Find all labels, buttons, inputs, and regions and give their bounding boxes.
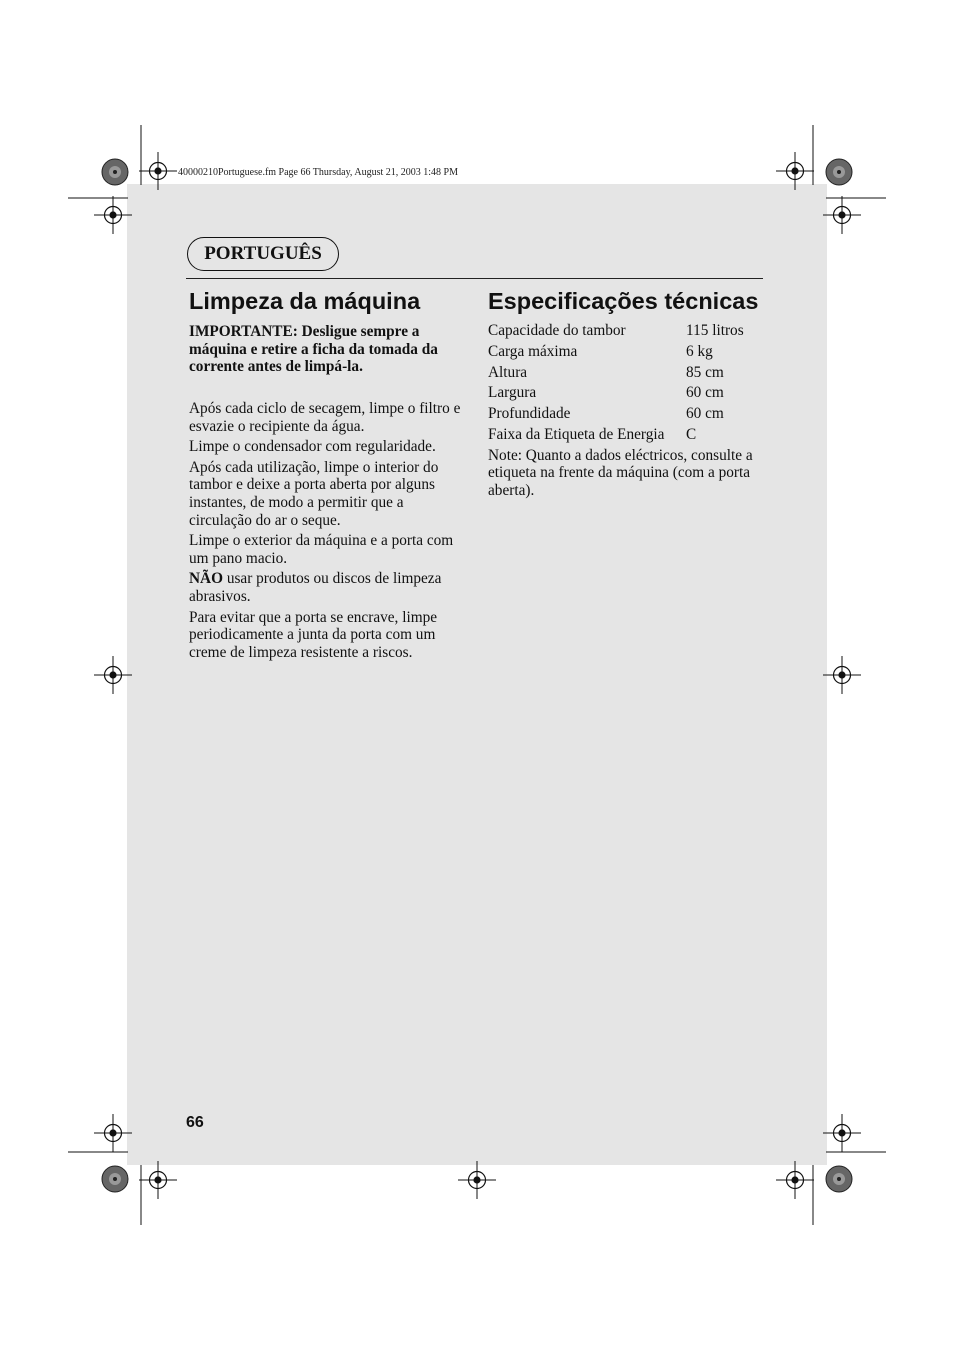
spec-value: 60 cm [686,405,724,423]
spec-value: 6 kg [686,342,713,360]
spec-value: 115 litros [686,322,744,339]
cleaning-important-col [189,323,467,379]
spec-label: Capacidade do tambor [488,322,626,339]
spec-label: Altura [488,363,528,381]
spec-label: Faixa da Etiqueta de Energia [488,425,665,443]
spec-row [488,342,768,363]
spec-row [488,321,768,342]
registration-mark-icon [94,656,132,694]
spec-row [488,363,768,384]
color-target-icon [826,1166,852,1192]
cleaning-paragraph: Após cada utilização, limpe o interior do tambor e deixe a porta aberta por alguns instantes, de modo a permitir que a circulação do ar o seque. [189,458,439,529]
important-notice: IMPORTANTE: Desligue sempre a máquina e retire a ficha da tomada da corrente antes de limpá-la. [189,323,438,376]
spec-label: Largura [488,384,537,402]
spec-label: Profundidade [488,405,571,423]
specs-note: Note: Quanto a dados eléctricos, consulte a etiqueta na frente da máquina (com a porta aberta). [488,446,753,499]
spec-value: C [686,425,697,443]
registration-mark-icon [823,656,861,694]
registration-mark-icon [94,196,132,234]
registration-mark-icon [823,196,861,234]
page-number: 66 [186,1114,204,1131]
spec-value: 60 cm [686,384,724,402]
file-slug: 40000210Portuguese.fm Page 66 Thursday, August 21, 2003 1:48 PM [178,167,458,178]
cleaning-paragraph: Para evitar que a porta se encrave, limpe periodicamente a junta da porta com um creme de limpeza resistente a riscos. [189,608,438,661]
language-badge: PORTUGUÊS [187,237,339,271]
cleaning-paragraph: Limpe o exterior da máquina e a porta com um pano macio. [189,532,454,567]
color-target-icon [102,159,128,185]
cleaning-title: Limpeza da máquina [189,288,421,314]
cleaning-paragraph: Após cada ciclo de secagem, limpe o filtro e esvazie o recipiente da água. [189,400,461,435]
specs-title: Especificações técnicas [488,288,759,314]
spec-value: 85 cm [686,363,724,381]
specs-table [488,321,768,500]
cleaning-paragraph [189,570,467,605]
color-target-icon [826,159,852,185]
cleaning-paragraph: Limpe o condensador com regularidade. [189,438,436,456]
header-rule [186,278,763,279]
registration-mark-icon [776,152,814,190]
color-target-icon [102,1166,128,1192]
registration-mark-icon [139,152,177,190]
registration-mark-icon [776,1161,814,1199]
spec-row [488,404,768,425]
spec-row [488,425,768,446]
registration-mark-icon [139,1161,177,1199]
warning-rest: usar produtos ou discos de limpeza abrasivos. [189,570,442,605]
registration-mark-icon [823,1114,861,1152]
warning-bold: NÃO [189,570,223,588]
registration-mark-icon [94,1114,132,1152]
spec-label: Carga máxima [488,342,578,360]
cleaning-body [189,400,467,664]
spec-row [488,383,768,404]
registration-mark-icon [458,1161,496,1199]
